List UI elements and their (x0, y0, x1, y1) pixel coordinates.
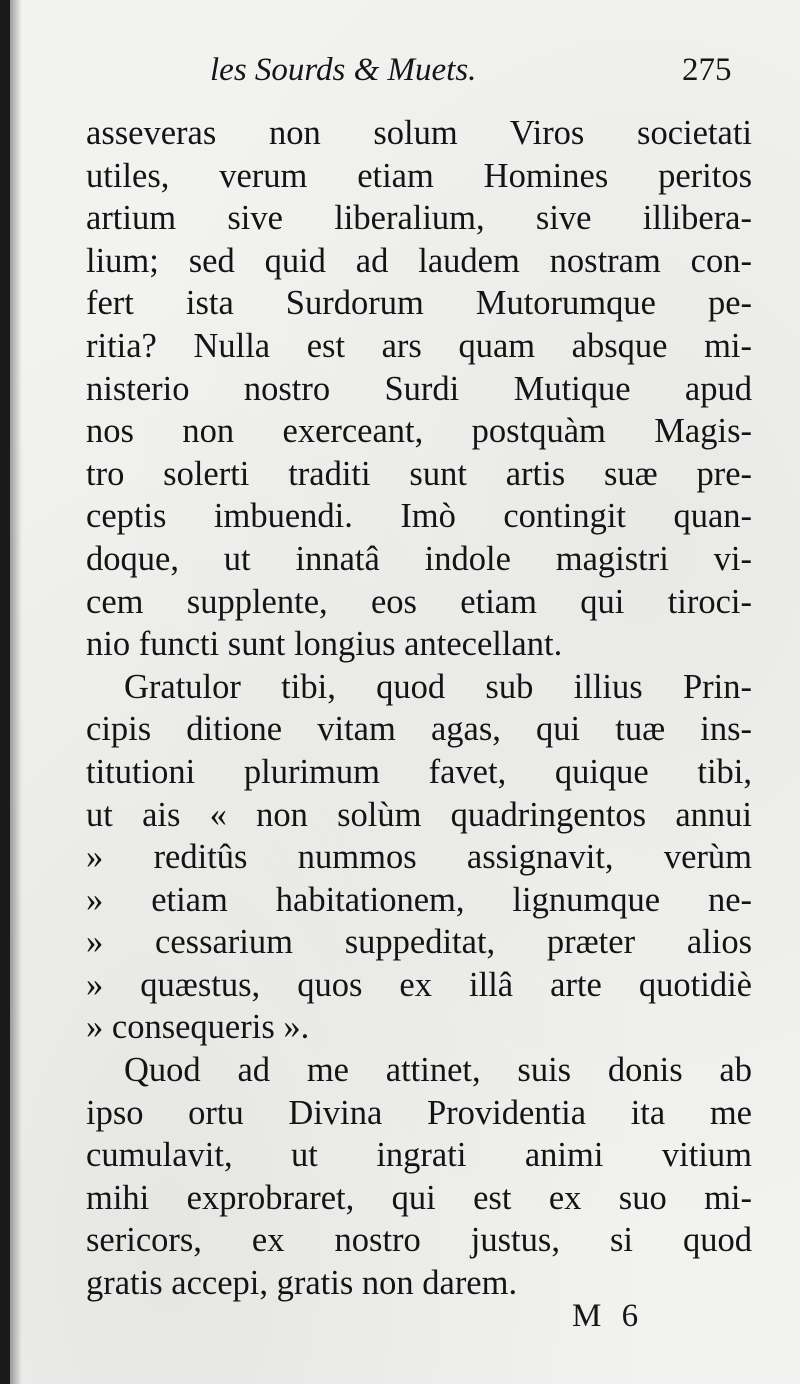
page-header (10, 52, 800, 96)
text-line: » etiam habitationem, lignumque ne- (86, 880, 752, 919)
text-line: nos non exerceant, postquàm Magis- (86, 412, 752, 451)
text-line: doque, ut innatâ indole magistri vi- (86, 539, 752, 578)
text-line: titutioni plurimum favet, quique tibi, (86, 752, 752, 791)
text-line: sericors, ex nostro justus, si quod (86, 1221, 752, 1260)
text-line: ut ais « non solùm quadringentos annui (86, 795, 752, 834)
page-number: 275 (682, 52, 732, 88)
signature-mark: M 6 (572, 1298, 645, 1334)
text-line: utiles, verum etiam Homines peritos (86, 156, 752, 195)
text-line: » quæstus, quos ex illâ arte quotidiè (86, 965, 752, 1004)
text-line: artium sive liberalium, sive illibera- (86, 199, 752, 238)
text-line: ipso ortu Divina Providentia ita me (86, 1093, 752, 1132)
page-gutter-shadow (10, 0, 22, 1384)
text-line: mihi exprobraret, qui est ex suo mi- (86, 1178, 752, 1217)
text-line: » cessarium suppeditat, præter alios (86, 923, 752, 962)
text-line: nisterio nostro Surdi Mutique apud (86, 369, 752, 408)
body-text (86, 112, 752, 1305)
text-line: cem supplente, eos etiam qui tiroci- (86, 582, 752, 621)
text-line: cumulavit, ut ingrati animi vitium (86, 1136, 752, 1175)
text-line: » reditûs nummos assignavit, verùm (86, 838, 752, 877)
text-line: cipis ditione vitam agas, qui tuæ ins- (86, 710, 752, 749)
text-line: Gratulor tibi, quod sub illius Prin- (124, 667, 752, 706)
running-title: les Sourds & Muets. (210, 52, 477, 88)
text-line: tro solerti traditi sunt artis suæ pre- (86, 454, 752, 493)
text-line: » consequeris ». (86, 1008, 310, 1047)
text-line: Quod ad me attinet, suis donis ab (124, 1051, 752, 1090)
text-line: ritia? Nulla est ars quam absque mi- (86, 326, 752, 365)
book-page (10, 0, 800, 1384)
text-line: asseveras non solum Viros societati (86, 114, 752, 152)
text-line: fert ista Surdorum Mutorumque pe- (86, 284, 752, 323)
text-line: nio functi sunt longius antecellant. (86, 625, 563, 664)
text-line: ceptis imbuendi. Imò contingit quan- (86, 497, 752, 536)
text-line: lium; sed quid ad laudem nostram con- (86, 241, 752, 280)
text-line: gratis accepi, gratis non darem. (86, 1264, 518, 1303)
